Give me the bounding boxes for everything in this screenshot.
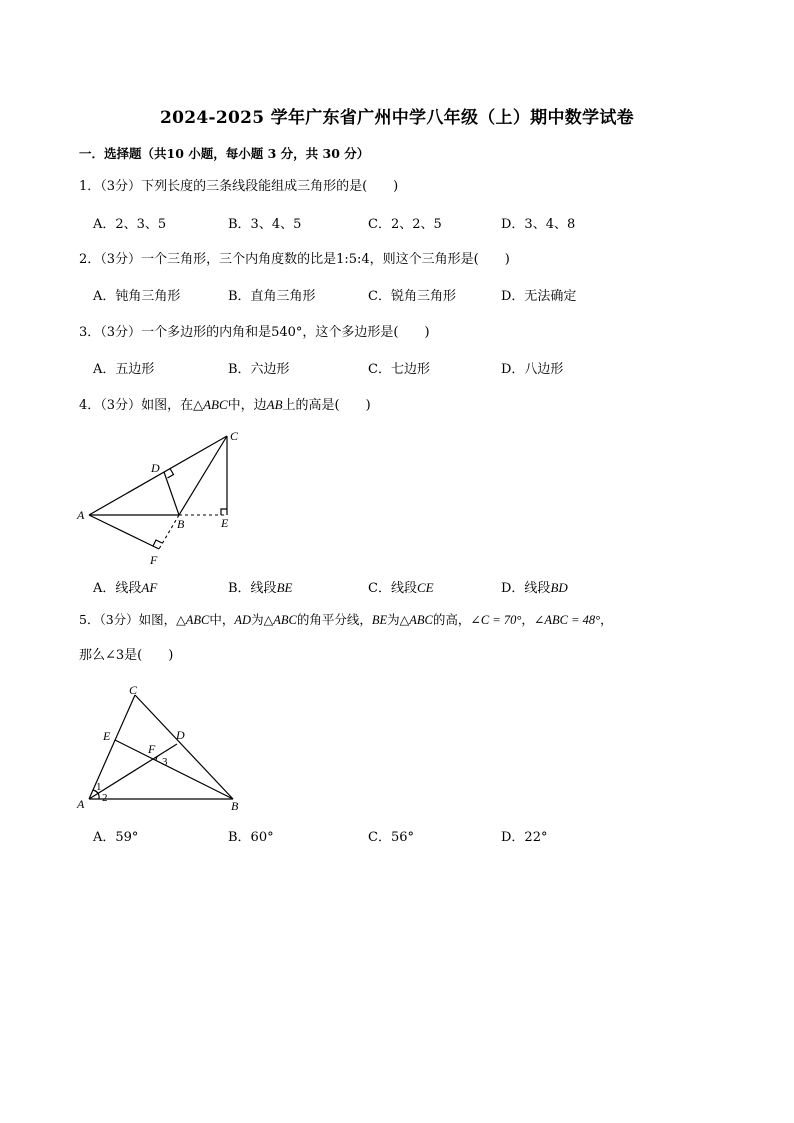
triangle-bisector-diagram [72, 683, 248, 815]
segment-bd [164, 472, 179, 515]
question-text: 为△ [251, 612, 274, 627]
bisector-ad [89, 744, 177, 799]
point-label-c: C [230, 429, 239, 443]
point-label-f: F [150, 553, 158, 567]
option-text: A．线段 [93, 581, 142, 596]
question-text: ， [521, 612, 534, 627]
side-name: AB [266, 397, 283, 412]
point-label-b: B [231, 799, 239, 813]
question-5-figure [72, 683, 248, 819]
question-5-stem-line-2: 那么∠3是( ) [79, 648, 174, 663]
extension-bf [159, 515, 179, 549]
question-score: （3分） [100, 179, 142, 194]
question-2-option-d[interactable]: D．无法确定 [501, 289, 577, 304]
question-2-stem [79, 251, 510, 269]
question-5-option-d[interactable]: D．22° [501, 830, 548, 845]
point-label-d: D [151, 461, 160, 475]
angle-abc-value: ∠ABC = 48° [533, 613, 601, 627]
question-text: 如图，在△ [141, 398, 204, 413]
angle-label-2: 2 [102, 792, 108, 804]
angle-arc-3 [156, 755, 160, 760]
question-score: （3分） [100, 398, 142, 413]
question-5-stem-line-1 [79, 611, 613, 629]
side-ac [89, 436, 227, 515]
angle-arc-2 [98, 793, 99, 799]
angle-c-value: ∠C = 70° [470, 613, 522, 627]
question-score: （3分） [100, 325, 142, 340]
question-number: 3． [79, 325, 101, 340]
question-text: ， [600, 612, 613, 627]
question-1-option-c[interactable]: C．2、2、5 [368, 217, 442, 232]
question-3-option-b[interactable]: B．六边形 [228, 362, 290, 377]
segment-name: BD [550, 580, 568, 595]
point-label-b: B [177, 517, 185, 531]
question-3-option-c[interactable]: C．七边形 [368, 362, 430, 377]
angle-label-3: 3 [162, 756, 168, 768]
question-2-option-b[interactable]: B．直角三角形 [228, 289, 316, 304]
point-label-e: E [221, 516, 229, 530]
point-label-f: F [148, 742, 156, 756]
triangle-name: ABC [273, 613, 297, 627]
right-angle-mark-e [221, 509, 227, 515]
question-number: 2． [79, 252, 101, 267]
segment-name: BE [371, 613, 388, 627]
question-4-option-b[interactable] [228, 579, 292, 598]
triangle-name: ABC [409, 613, 433, 627]
question-score: （3分） [99, 612, 139, 627]
question-text: 的高， [432, 612, 471, 627]
question-text: 中，边 [227, 398, 267, 413]
question-text-end: ，这个多边形是( ) [302, 325, 430, 340]
altitude-be [115, 740, 233, 799]
question-text: 下列长度的三条线段能组成三角形的是( ) [141, 179, 399, 194]
question-number: 5． [79, 612, 100, 627]
side-bc [179, 436, 227, 515]
question-score: （3分） [100, 252, 142, 267]
question-5-option-c[interactable]: C．56° [368, 830, 414, 845]
segment-name: CE [416, 580, 434, 595]
question-number: 1． [79, 179, 101, 194]
question-text: 一个多边形的内角和是 [141, 325, 272, 340]
question-3-option-d[interactable]: D．八边形 [501, 362, 564, 377]
segment-name: BE [276, 580, 293, 595]
page-title: 2024-2025 学年广东省广州中学八年级（上）期中数学试卷 [160, 108, 634, 128]
segment-name: AD [234, 613, 252, 627]
question-3-option-a[interactable]: A．五边形 [93, 362, 155, 377]
question-text-end: 上的高是( ) [282, 398, 371, 413]
angle-label-1: 1 [96, 781, 102, 793]
angle-ratio: 1:5:4 [336, 252, 370, 267]
question-text-end: ，则这个三角形是( ) [369, 252, 510, 267]
option-text: C．线段 [368, 581, 417, 596]
question-4-option-d[interactable] [501, 579, 568, 598]
question-1-option-d[interactable]: D．3、4、8 [501, 217, 576, 232]
point-label-e: E [103, 729, 111, 743]
question-3-stem [79, 324, 430, 342]
triangle-altitude-diagram [74, 426, 250, 572]
question-1-stem [79, 178, 398, 196]
option-text: D．线段 [501, 581, 551, 596]
segment-af [89, 515, 159, 549]
question-4-option-c[interactable] [368, 579, 434, 598]
triangle-name: ABC [185, 613, 210, 627]
question-4-option-a[interactable] [93, 579, 157, 598]
point-label-d: D [176, 728, 185, 742]
question-2-option-c[interactable]: C．锐角三角形 [368, 289, 456, 304]
question-4-stem [79, 396, 371, 415]
point-label-c: C [129, 683, 138, 697]
question-1-option-a[interactable]: A．2、3、5 [93, 217, 167, 232]
point-label-a: A [77, 508, 85, 522]
point-label-a: A [77, 797, 85, 811]
segment-name: AF [141, 580, 158, 595]
question-text: 为△ [387, 612, 410, 627]
triangle-name: ABC [203, 397, 228, 412]
right-angle-mark-f [153, 540, 162, 546]
question-5-option-b[interactable]: B．60° [228, 830, 274, 845]
question-5-option-a[interactable]: A．59° [93, 830, 139, 845]
question-text: 一个三角形，三个内角度数的比是 [141, 252, 337, 267]
question-text: 如图，△ [138, 612, 186, 627]
question-text: 的角平分线， [296, 612, 372, 627]
section-heading: 一．选择题（共10 小题，每小题 3 分，共 30 分） [79, 146, 370, 161]
question-number: 4． [79, 398, 101, 413]
question-2-option-a[interactable]: A．钝角三角形 [93, 289, 181, 304]
angle-sum: 540° [271, 325, 303, 340]
question-text: 中， [209, 612, 235, 627]
question-1-option-b[interactable]: B．3、4、5 [228, 217, 302, 232]
option-text: B．线段 [228, 581, 277, 596]
question-4-figure [74, 426, 250, 576]
